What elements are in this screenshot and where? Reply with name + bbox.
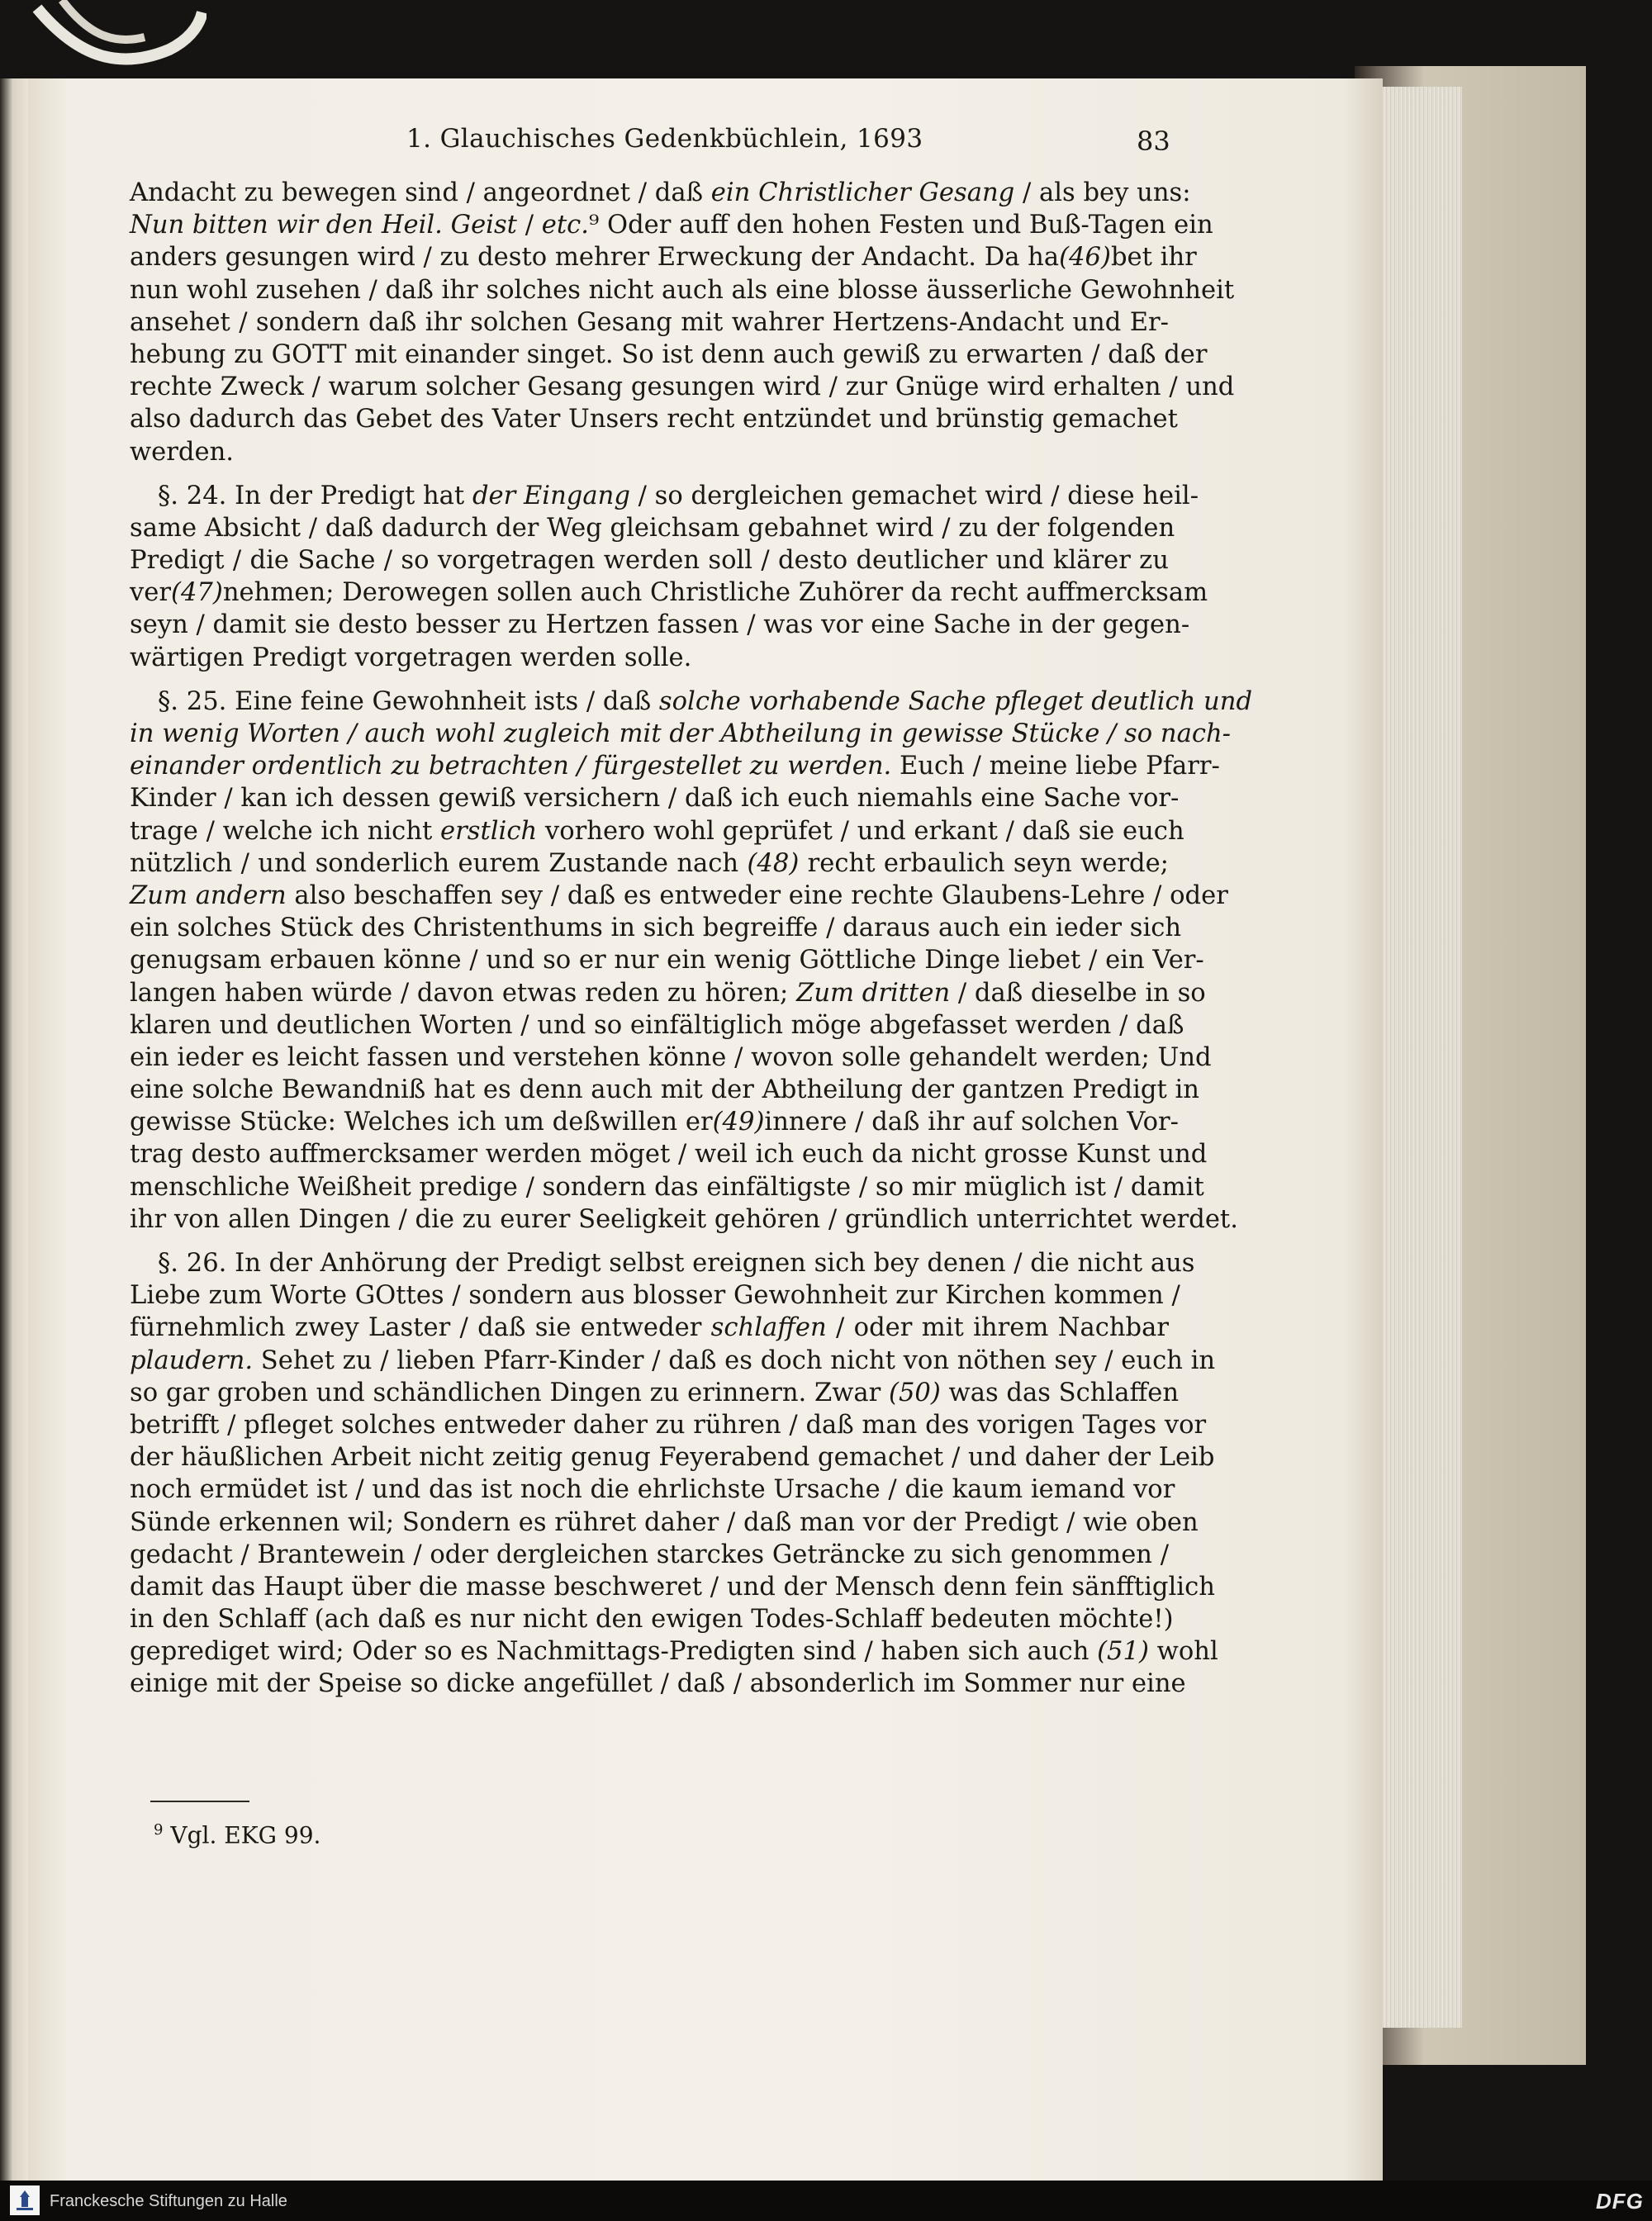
text-segment: ein solches Stück des Christenthums in sich begreiffe / daraus auch ein ieder sich	[130, 914, 1182, 943]
text-line	[130, 480, 1199, 512]
bookmark-ribbon-icon	[29, 0, 206, 91]
text-line	[130, 1042, 1212, 1074]
text-line	[130, 1279, 1180, 1312]
text-segment: /	[516, 211, 542, 240]
text-segment: betrifft / pfleget solches entweder daher zu rühren / daß man des vorigen Tages vor	[130, 1410, 1207, 1440]
text-segment: eine solche Bewandniß hat es denn auch mit der Abtheilung der gantzen Predigt in	[130, 1075, 1199, 1105]
text-line	[130, 209, 1213, 241]
text-segment: same Absicht / daß dadurch der Weg gleichsam gebahnet wird / zu der folgenden	[130, 513, 1175, 543]
paragraph	[130, 177, 1235, 468]
text-line	[130, 1668, 1186, 1700]
italic-segment: Zum dritten	[796, 978, 951, 1008]
body-text	[130, 177, 1253, 1712]
text-line	[130, 912, 1182, 944]
text-line	[130, 1345, 1216, 1377]
text-segment: Liebe zum Worte GOttes / sondern aus blosser Gewohnheit zur Kirchen kommen /	[130, 1281, 1180, 1311]
text-segment: so gar groben und schändlichen Dingen zu erinnern. Zwar	[130, 1378, 890, 1407]
text-segment: vorhero wohl geprüfet / und erkant / daß sie euch	[537, 816, 1184, 846]
italic-segment: (47)	[171, 578, 223, 608]
text-segment: bet ihr	[1110, 243, 1197, 273]
text-line	[130, 1106, 1179, 1138]
text-line	[130, 944, 1204, 976]
text-line	[130, 1203, 1238, 1236]
text-segment: nun wohl zusehen / daß ihr solches nicht auch als eine blosse äusserliche Gewohnheit	[130, 275, 1235, 305]
text-line	[130, 1603, 1174, 1635]
running-head: 1. Glauchisches Gedenkbüchlein, 1693	[406, 124, 923, 154]
italic-segment: (51)	[1097, 1637, 1149, 1667]
italic-segment: (46)	[1059, 243, 1111, 273]
text-line	[130, 1171, 1204, 1203]
italic-segment: solche vorhabende Sache pfleget deutlich und	[658, 686, 1253, 716]
text-line	[130, 1507, 1199, 1539]
text-segment: §. 24. In der Predigt hat	[158, 481, 472, 510]
italic-segment: etc.	[541, 211, 589, 240]
text-line	[130, 403, 1178, 435]
text-line	[130, 371, 1235, 403]
text-segment: §. 25. Eine feine Gewohnheit ists / daß	[158, 686, 659, 716]
italic-segment: einander ordentlich zu betrachten / fürgestellet zu werden.	[130, 752, 892, 781]
text-segment: nützlich / und sonderlich eurem Zustande nach	[130, 848, 748, 878]
text-segment: geprediget wird; Oder so es Nachmittags-Predigten sind / haben sich auch	[130, 1637, 1098, 1667]
text-line	[130, 1247, 1195, 1279]
text-segment: also dadurch das Gebet des Vater Unsers recht entzündet und brünstig gemachet	[130, 405, 1178, 434]
text-line	[130, 274, 1235, 306]
text-segment: / oder mit ihrem Nachbar	[826, 1313, 1169, 1343]
text-segment: gewisse Stücke: Welches ich um deßwillen er	[130, 1108, 713, 1137]
text-segment: menschliche Weißheit predige / sondern das einfältigste / so mir müglich ist / damit	[130, 1172, 1204, 1202]
text-line	[130, 339, 1208, 371]
text-segment: ansehet / sondern daß ihr solchen Gesang mit wahrer Hertzens-Andacht und Er-	[130, 307, 1169, 337]
text-segment: / daß dieselbe in so	[950, 978, 1206, 1008]
text-line	[130, 241, 1197, 273]
italic-segment: schlaffen	[710, 1313, 827, 1343]
italic-segment: in wenig Worten / auch wohl zugleich mit der Abtheilung in gewisse Stücke / so nach-	[130, 719, 1232, 748]
text-segment: ihr von allen Dingen / die zu eurer Seeligkeit gehören / gründlich unterrichtet werdet.	[130, 1204, 1238, 1234]
text-line	[130, 436, 1169, 468]
institution-label: Franckesche Stiftungen zu Halle	[50, 2192, 287, 2210]
text-segment: der häußlichen Arbeit nicht zeitig genug Feyerabend gemachet / und daher der Leib	[130, 1443, 1215, 1473]
paragraph	[130, 480, 1208, 674]
text-segment: in den Schlaff (ach daß es nur nicht den ewigen Todes-Schlaff bedeuten möchte!)	[130, 1605, 1174, 1635]
text-line	[130, 1074, 1199, 1106]
text-line	[130, 1138, 1208, 1170]
text-line	[130, 1009, 1184, 1042]
text-segment: §. 26. In der Anhörung der Predigt selbst ereignen sich bey denen / die nicht aus	[158, 1249, 1195, 1278]
text-segment: anders gesungen wird / zu desto mehrer Erweckung der Andacht. Da ha	[130, 243, 1060, 273]
text-line	[130, 782, 1180, 814]
text-line	[130, 750, 1220, 782]
text-line	[130, 512, 1175, 544]
italic-segment: (48)	[747, 848, 800, 878]
text-line	[130, 1571, 1215, 1603]
text-segment: gedacht / Brantewein / oder dergleichen starckes Geträncke zu sich genommen /	[130, 1540, 1170, 1569]
text-segment: / als bey uns:	[1014, 178, 1191, 207]
paragraph	[130, 686, 1253, 1236]
text-segment: trage / welche ich nicht	[130, 816, 441, 846]
text-line	[130, 544, 1169, 577]
italic-segment: (49)	[712, 1108, 765, 1137]
left-page-edge	[0, 78, 28, 2181]
text-segment: innere / daß ihr auf solchen Vor-	[764, 1108, 1179, 1137]
text-segment: Sünde erkennen wil; Sondern es rühret daher / daß man vor der Predigt / wie oben	[130, 1507, 1199, 1537]
text-segment: ver	[130, 578, 172, 608]
text-segment: Kinder / kan ich dessen gewiß versichern / daß ich euch niemahls eine Sache vor-	[130, 784, 1180, 814]
text-segment: trag desto auffmercksamer werden möget / weil ich euch da nicht grosse Kunst und	[130, 1140, 1208, 1170]
text-line	[130, 1409, 1207, 1441]
text-segment: seyn / damit sie desto besser zu Hertzen fassen / was vor eine Sache in der gegen-	[130, 610, 1190, 640]
text-segment: klaren und deutlichen Worten / und so einfältiglich möge abgefasset werden / daß	[130, 1010, 1184, 1040]
text-segment: damit das Haupt über die masse beschweret / und der Mensch denn fein sänfftiglich	[130, 1572, 1215, 1602]
text-line	[130, 306, 1169, 339]
text-line	[130, 1539, 1169, 1571]
text-line	[130, 1377, 1180, 1409]
text-segment: werden.	[130, 437, 235, 467]
italic-segment: der Eingang	[472, 481, 630, 510]
text-line	[130, 609, 1190, 641]
text-segment: genugsam erbauen könne / und so er nur ein wenig Göttliche Dinge liebet / ein Ver-	[130, 946, 1204, 975]
italic-segment: plaudern.	[130, 1345, 254, 1375]
italic-segment: erstlich	[440, 816, 538, 846]
text-segment: einige mit der Speise so dicke angefüllet / daß / absonderlich im Sommer nur eine	[130, 1669, 1186, 1699]
text-line	[130, 1635, 1218, 1668]
text-segment: fürnehmlich zwey Laster / daß sie entweder	[130, 1313, 711, 1343]
italic-segment: (50)	[889, 1378, 941, 1407]
text-line	[130, 577, 1208, 609]
text-line	[130, 1441, 1215, 1474]
italic-segment: Zum andern	[130, 880, 287, 910]
text-segment: / so dergleichen gemachet wird / diese heil-	[629, 481, 1199, 510]
text-segment: nehmen; Derowegen sollen auch Christliche Zuhörer da recht auffmercksam	[222, 578, 1208, 608]
text-segment: wohl	[1148, 1637, 1218, 1667]
text-line	[130, 815, 1184, 847]
page-number: 83	[1137, 126, 1170, 157]
paragraph	[130, 1247, 1218, 1701]
text-segment: ein ieder es leicht fassen und verstehen könne / wovon solle gehandelt werden; Und	[130, 1042, 1212, 1072]
text-segment: recht erbaulich seyn werde;	[799, 848, 1169, 878]
footnote-mark: 9	[154, 1821, 164, 1839]
text-segment: also beschaffen sey / daß es entweder eine rechte Glaubens-Lehre / oder	[286, 880, 1228, 910]
text-segment: langen haben würde / davon etwas reden zu hören;	[130, 978, 797, 1008]
text-segment: ⁹ Oder auff den hohen Festen und Buß-Tagen ein	[589, 211, 1213, 240]
text-line	[130, 977, 1206, 1009]
text-line	[130, 1474, 1175, 1506]
italic-segment: Nun bitten wir den Heil. Geist	[130, 211, 517, 240]
text-segment: noch ermüdet ist / und das ist noch die ehrlichste Ursache / die kaum iemand vor	[130, 1475, 1175, 1505]
footnote	[154, 1821, 320, 1848]
footnote-text: Vgl. EKG 99.	[163, 1821, 321, 1849]
text-line	[130, 1312, 1169, 1344]
text-line	[130, 718, 1232, 750]
text-line	[130, 642, 1169, 674]
dfg-logo: DFG	[1596, 2189, 1644, 2214]
text-line	[130, 177, 1191, 209]
footnote-rule	[150, 1801, 249, 1802]
text-segment: was das Schlaffen	[940, 1378, 1180, 1407]
text-segment: Andacht zu bewegen sind / angeordnet / daß	[130, 178, 711, 207]
text-segment: hebung zu GOTT mit einander singet. So ist denn auch gewiß zu erwarten / daß der	[130, 339, 1208, 369]
text-line	[130, 686, 1253, 718]
text-segment: Euch / meine liebe Pfarr-	[891, 752, 1220, 781]
italic-segment: ein Christlicher Gesang	[710, 178, 1015, 207]
institution-logo-icon	[10, 2185, 40, 2215]
text-segment: Sehet zu / lieben Pfarr-Kinder / daß es doch nicht von nöthen sey / euch in	[253, 1345, 1216, 1375]
text-segment: rechte Zweck / warum solcher Gesang gesungen wird / zur Gnüge wird erhalten / und	[130, 373, 1235, 402]
text-line	[130, 880, 1228, 912]
text-segment: wärtigen Predigt vorgetragen werden solle.	[130, 643, 692, 672]
text-segment: Predigt / die Sache / so vorgetragen werden soll / desto deutlicher und klärer zu	[130, 546, 1169, 576]
text-line	[130, 847, 1169, 880]
